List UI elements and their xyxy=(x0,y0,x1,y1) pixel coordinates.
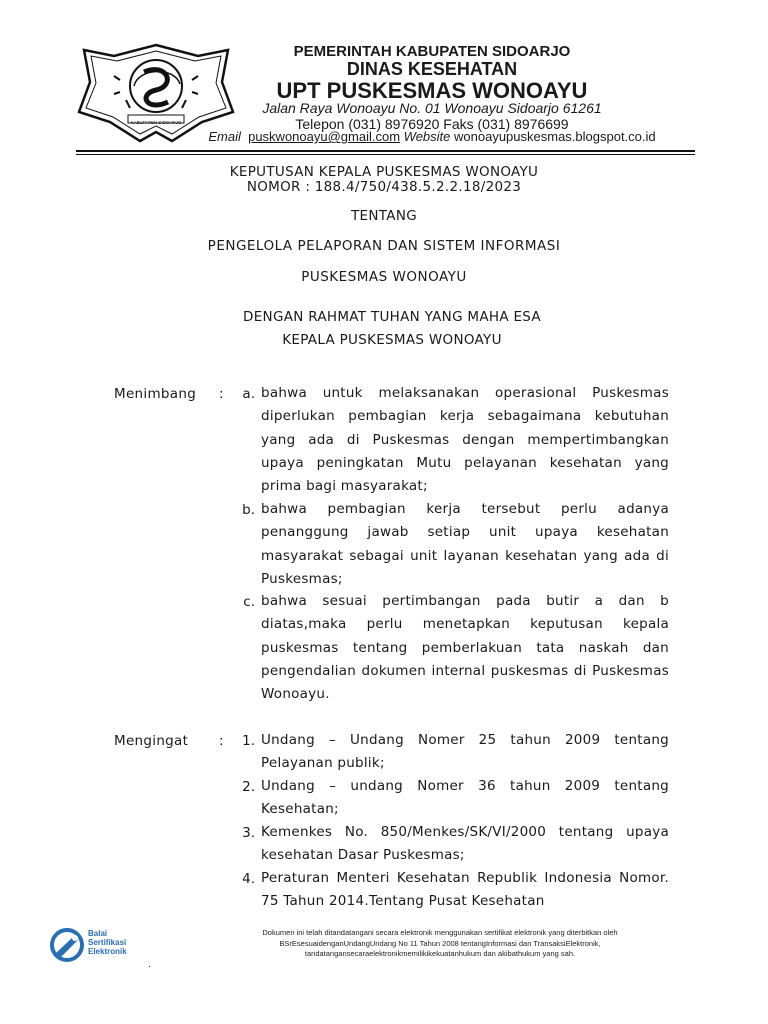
menimbang-item-c: bahwa sesuai pertimbangan pada butir a dan b diatas,maka perlu menetapkan keputusan kepala puskesmas tentang pemberlakuan tata naskah dan pengendalian dokumen internal puskesmas di Puskesmas Wonoayu. xyxy=(261,593,669,703)
seal-text: KABUPATEN SIDOARJO xyxy=(130,120,182,125)
address-line: Jalan Raya Wonoayu No. 01 Wonoayu Sidoarjo 61261 xyxy=(262,100,602,116)
list-marker: a. xyxy=(242,386,255,402)
menimbang-colon: : xyxy=(219,386,224,402)
decree-title: KEPUTUSAN KEPALA PUSKESMAS WONOAYU xyxy=(229,164,539,180)
decree-number: NOMOR : 188.4/750/438.5.2.2.18/2023 xyxy=(246,179,522,195)
letterhead-divider-thin xyxy=(76,154,695,155)
mengingat-item-4: Peraturan Menteri Kesehatan Republik Indonesia Nomor. 75 Tahun 2014.Tentang Pusat Kesehatan xyxy=(261,870,669,910)
decree-blessing: DENGAN RAHMAT TUHAN YANG MAHA ESA xyxy=(243,309,541,325)
menimbang-label: Menimbang xyxy=(114,386,197,402)
contact-line xyxy=(96,129,768,144)
bsre-logo-icon xyxy=(48,926,88,966)
list-marker: c. xyxy=(243,594,255,610)
decree-about: TENTANG xyxy=(351,208,417,224)
unit-name: UPT PUSKESMAS WONOAYU xyxy=(276,78,588,103)
list-marker: 2. xyxy=(242,779,255,795)
website-link[interactable]: wonoayupuskesmas.blogspot.co.id xyxy=(454,129,656,144)
mengingat-item-2: Undang – undang Nomer 36 tahun 2009 tentang Kesehatan; xyxy=(261,778,669,818)
decree-organization: PUSKESMAS WONOAYU xyxy=(301,269,467,285)
list-marker: 1. xyxy=(242,733,255,749)
mengingat-colon: : xyxy=(219,733,224,749)
decree-official: KEPALA PUSKESMAS WONOAYU xyxy=(282,332,502,348)
mengingat-item-1: Undang – Undang Nomer 25 tahun 2009 tentang Pelayanan publik; xyxy=(261,732,669,772)
website-label: Website xyxy=(403,129,451,144)
email-link[interactable]: puskwonoayu@gmail.com xyxy=(248,129,401,144)
decree-subject: PENGELOLA PELAPORAN DAN SISTEM INFORMASI xyxy=(207,238,561,254)
email-label: Email xyxy=(208,129,241,144)
telephone-line: Telepon (031) 8976920 Faks (031) 8976699 xyxy=(295,116,569,132)
list-marker: 3. xyxy=(242,825,255,841)
list-marker: 4. xyxy=(242,871,255,887)
list-marker: b. xyxy=(242,502,255,518)
mengingat-label: Mengingat xyxy=(114,733,189,749)
government-name: PEMERINTAH KABUPATEN SIDOARJO xyxy=(293,43,571,60)
letterhead-divider xyxy=(76,150,695,152)
department-name: DINAS KESEHATAN xyxy=(346,59,518,79)
bsre-name: Balai Sertifikasi Elektronik xyxy=(88,929,127,956)
menimbang-item-a: bahwa untuk melaksanakan operasional Puskesmas diperlukan pembagian kerja sebagaimana kebutuhan yang ada di Puskesmas dengan mempertimbangkan upaya peningkatan Mutu pelayanan kesehatan yang prima bagi masyarakat; xyxy=(261,385,669,495)
menimbang-item-b: bahwa pembagian kerja tersebut perlu adanya penanggung jawab setiap unit upaya kesehatan masyarakat sebagai unit layanan kesehatan yang ada di Puskesmas; xyxy=(261,501,669,587)
footer-dot: . xyxy=(148,960,151,970)
mengingat-item-3: Kemenkes No. 850/Menkes/SK/VI/2000 tentang upaya kesehatan Dasar Puskesmas; xyxy=(261,824,669,864)
electronic-signature-note: Dokumen ini telah ditandatangani secara elektronik menggunakan sertifikat elektronik yang diterbitkan oleh BSrEsesuaidenganUndangUndang No 11 Tahun 2008 tentangInformasi dan TransaksiElektronik, tandatangansecaraelektronikmemilikikekuatanhukum dan akibathukum yang sah. xyxy=(262,928,618,958)
